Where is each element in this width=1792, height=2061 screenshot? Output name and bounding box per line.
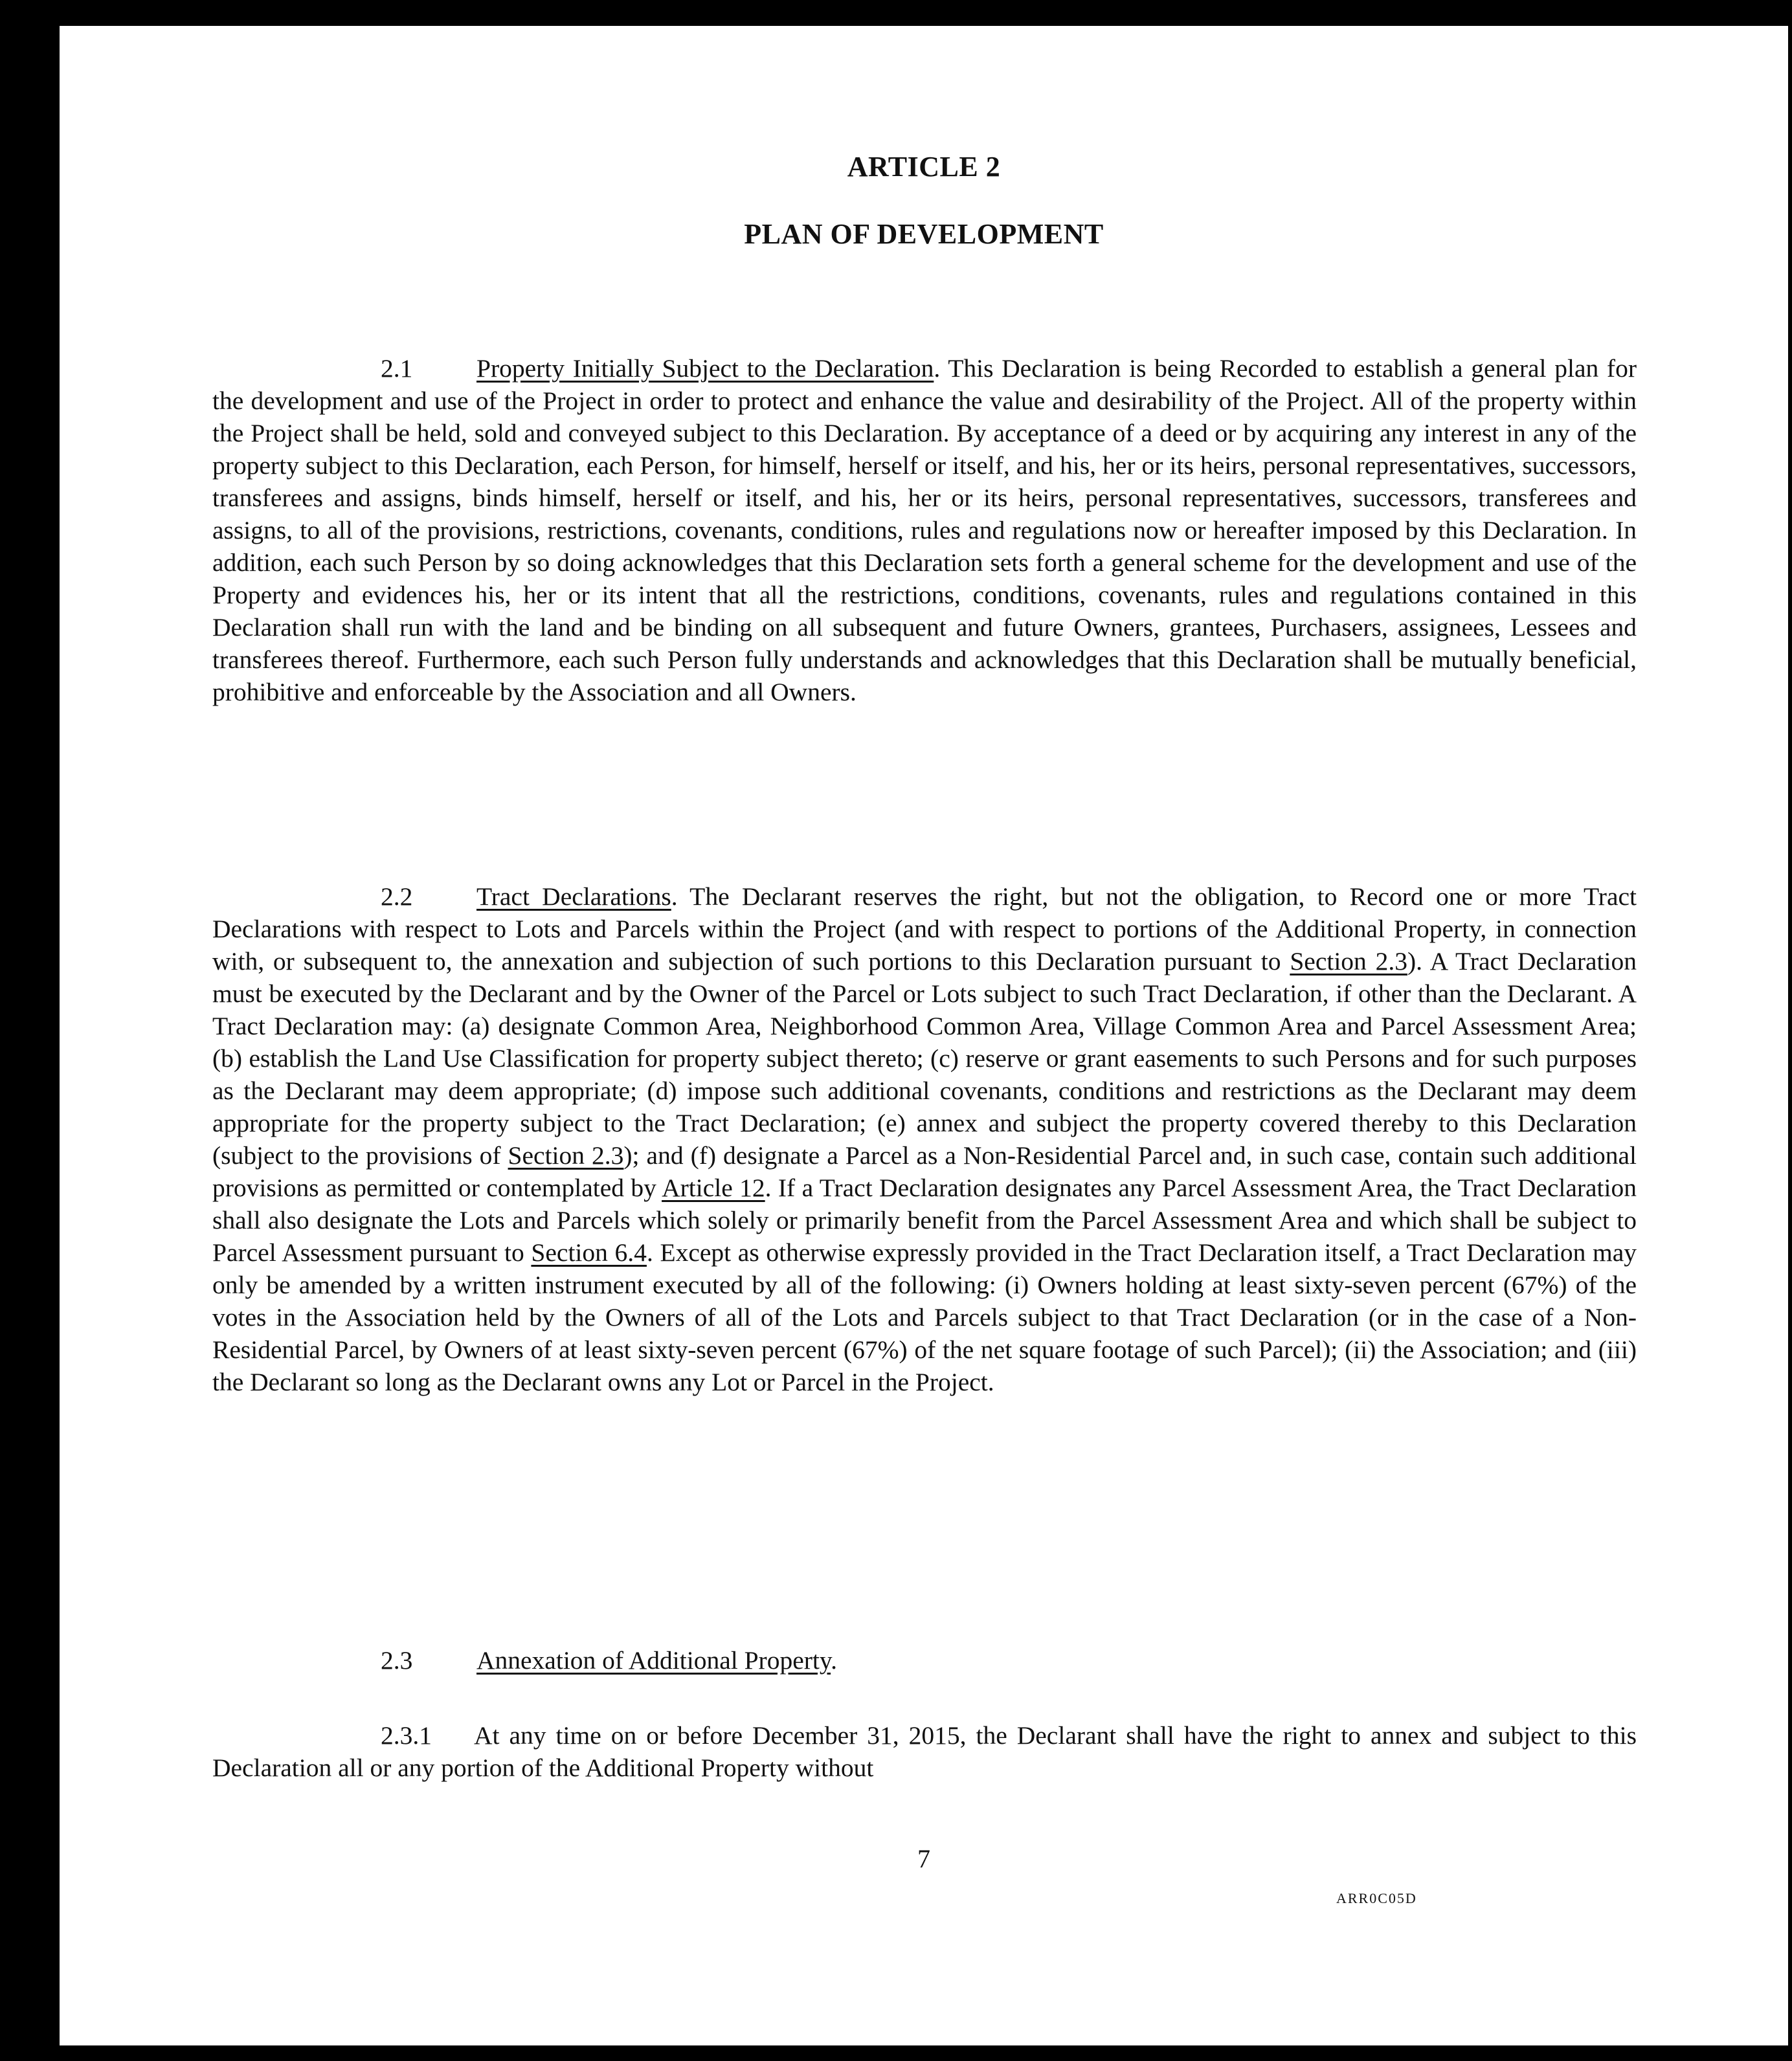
section-2-2-paragraph: [212, 880, 1637, 1398]
document-page: [60, 26, 1788, 2045]
section-text: . This Declaration is being Recorded to establish a general plan for the development and use of the Project in order to protect and enhance the value and desirability of the Project. All of the property within the Project shall be held, sold and conveyed subject to this Declaration. By acceptance of a deed or by acquiring any interest in any of the property subject to this Declaration, each Person, for himself, herself or itself, and his, her or its heirs, personal representatives, successors, transferees and assigns, binds himself, herself or itself, and his, her or its heirs, personal representatives, successors, transferees and assigns, to all of the provisions, restrictions, covenants, conditions, rules and regulations now or hereafter imposed by this Declaration. In addition, each such Person by so doing acknowledges that this Declaration sets forth a general scheme for the development and use of the Property and evidences his, her or its intent that all the restrictions, conditions, covenants, rules and regulations contained in this Declaration shall run with the land and be binding on all subsequent and future Owners, grantees, Purchasers, assignees, Lessees and transferees thereof. Furthermore, each such Person fully understands and acknowledges that this Declaration shall be mutually beneficial, prohibitive and enforceable by the Association and all Owners.: [212, 354, 1637, 706]
section-number: 2.3: [381, 1646, 413, 1675]
cross-reference: Section 2.3: [1290, 947, 1407, 975]
section-text: .: [831, 1646, 837, 1675]
section-2-3-heading: [381, 1644, 837, 1677]
section-2-1-paragraph: [212, 352, 1637, 708]
article-subtitle: PLAN OF DEVELOPMENT: [744, 218, 1104, 250]
section-number: 2.3.1: [381, 1721, 432, 1750]
cross-reference: Section 6.4: [531, 1238, 647, 1267]
section-heading: Property Initially Subject to the Declaration: [476, 354, 934, 383]
section-2-3-1-paragraph: [212, 1719, 1637, 1784]
section-text: . If a Tract Declaration designates any Parcel Assessment Area, the Tract Declaration shall also designate the Lots and Parcels which solely or primarily benefit from the Parcel Assessment Area and which shall be subject to Parcel Assessment pursuant to: [212, 1174, 1637, 1267]
page-number: 7: [917, 1844, 930, 1873]
section-heading: Annexation of Additional Property: [476, 1646, 831, 1675]
section-text: ); and (f) designate a Parcel as a Non-Residential Parcel and, in such case, contain such additional provisions as permitted or contemplated by: [212, 1141, 1637, 1202]
document-code: ARR0C05D: [1336, 1890, 1417, 1906]
section-text: . Except as otherwise expressly provided in the Tract Declaration itself, a Tract Declaration may only be amended by a written instrument executed by all of the following: (i) Owners holding at least sixty-seven percent (67%) of the votes in the Association held by the Owners of all of the Lots and Parcels subject to that Tract Declaration (or in the case of a Non-Residential Parcel, by Owners of at least sixty-seven percent (67%) of the net square footage of such Parcel); (ii) the Association; and (iii) the Declarant so long as the Declarant owns any Lot or Parcel in the Project.: [212, 1238, 1637, 1396]
section-number: 2.1: [381, 354, 413, 383]
section-text: ). A Tract Declaration must be executed by the Declarant and by the Owner of the Parcel or Lots subject to such Tract Declaration, if other than the Declarant. A Tract Declaration may: (a) designate Common Area, Neighborhood Common Area, Village Common Area and Parcel Assessment Area; (b) establish the Land Use Classification for property subject thereto; (c) reserve or grant easements to such Persons and for such purposes as the Declarant may deem appropriate; (d) impose such additional covenants, conditions and restrictions as the Declarant may deem appropriate for the property subject to the Tract Declaration; (e) annex and subject the property covered thereby to this Declaration (subject to the provisions of: [212, 947, 1637, 1170]
article-title: ARTICLE 2: [847, 151, 1001, 183]
cross-reference: Article 12: [662, 1174, 765, 1202]
section-text: At any time on or before December 31, 2015, the Declarant shall have the right to annex and subject to this Declaration all or any portion of the Additional Property without: [212, 1721, 1637, 1782]
section-number: 2.2: [381, 882, 413, 911]
cross-reference: Section 2.3: [508, 1141, 624, 1170]
section-text: . The Declarant reserves the right, but not the obligation, to Record one or more Tract Declarations with respect to Lots and Parcels within the Project (and with respect to portions of the Additional Property, in connection with, or subsequent to, the annexation and subjection of such portions to this Declaration pursuant to: [212, 882, 1637, 975]
section-heading: Tract Declarations: [476, 882, 671, 911]
